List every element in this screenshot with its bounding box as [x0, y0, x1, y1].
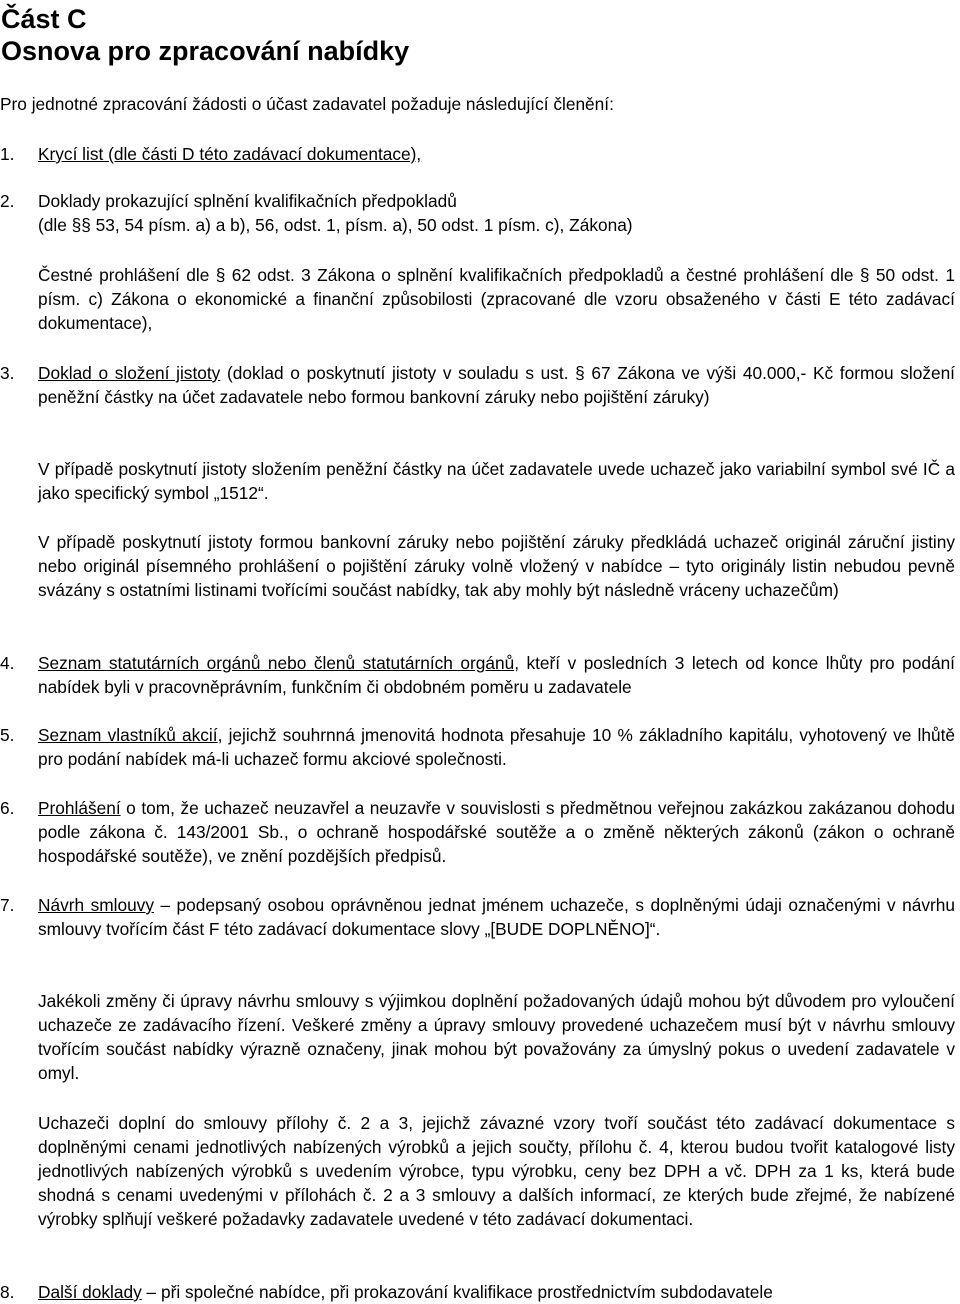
- item-8-link[interactable]: Další doklady: [38, 1282, 142, 1302]
- item-8-number: 8.: [0, 1282, 15, 1302]
- item-3-paragraph-3: V případě poskytnutí jistoty formou bankovní záruky nebo pojištění záruky předkládá uchazeč originál záruční jistiny nebo originál písemného prohlášení o pojištění záruky volně vložený v nabídce – tyto originály listin nebudou pevně svázány s ostatními listinami tvořícími součást nabídky, tak aby mohly být následně vráceny uchazečům): [38, 532, 955, 600]
- item-5-number: 5.: [0, 725, 15, 745]
- item-2-law-ref: (dle §§ 53, 54 písm. a) a b), 56, odst. 1, písm. a), 50 odst. 1 písm. c), Zákona): [38, 215, 633, 235]
- item-6-text: [38, 796, 955, 868]
- item-7-paragraph-2: Jakékoli změny či úpravy návrhu smlouvy s výjimkou doplnění požadovaných údajů mohou být důvodem pro vyloučení uchazeče ze zadávacího řízení. Veškeré změny a úpravy smlouvy provedené uchazečem musí být v návrhu smlouvy tvořícím součást nabídky výrazně označeny, jinak mohou být považovány za úmyslný pokus o uvedení zadavatele v omyl.: [38, 991, 955, 1083]
- item-3-number: 3.: [0, 363, 15, 383]
- item-2-declaration: Čestné prohlášení dle § 62 odst. 3 Zákona o splnění kvalifikačních předpokladů a čestné prohlášení dle § 50 odst. 1 písm. c) Zákona o ekonomické a finanční způsobilosti (zpracované dle vzoru obsaženého v části E této zadávací dokumentace),: [38, 265, 955, 333]
- item-3-text: [38, 361, 955, 409]
- item-6-number: 6.: [0, 798, 15, 818]
- item-7-rest: – podepsaný osobou oprávněnou jednat jménem uchazeče, s doplněnými údaji označenými v návrhu smlouvy tvořícím část F této zadávací dokumentace slovy „[BUDE DOPLNĚNO]“.: [38, 895, 955, 939]
- item-7-paragraph-3: Uchazeči doplní do smlouvy přílohy č. 2 a 3, jejichž závazné vzory tvoří součást této zadávací dokumentace s doplněnými cenami jednotlivých nabízených výrobků a jejich součty, přílohu č. 4, kterou budou tvořit katalogové listy jednotlivých nabízených výrobků s uvedením výrobce, typu výrobku, ceny bez DPH a vč. DPH za 1 ks, která bude shodná s cenami uvedenými v přílohách č. 2 a 3 smlouvy a dalších informací, ze kterých bude zřejmé, že nabízené výrobky splňují veškeré požadavky zadavatele uvedené v této zadávací dokumentaci.: [38, 1113, 955, 1229]
- item-4-number: 4.: [0, 653, 15, 673]
- intro-paragraph: Pro jednotné zpracování žádosti o účast zadavatel požaduje následující členění:: [0, 94, 614, 114]
- item-3-rest: (doklad o poskytnutí jistoty v souladu s ust. § 67 Zákona ve výši 40.000,- Kč formou složení peněžní částky na účet zadavatele nebo formou bankovní záruky nebo pojištění záruky): [38, 363, 955, 407]
- item-7-text: [38, 893, 955, 941]
- part-heading: Část C: [1, 4, 87, 34]
- item-7-link[interactable]: Návrh smlouvy: [38, 895, 154, 915]
- item-5-link[interactable]: Seznam vlastníků akcií: [38, 725, 218, 745]
- page-title: Osnova pro zpracování nabídky: [1, 36, 410, 66]
- item-7-number: 7.: [0, 895, 15, 915]
- item-4-rest: , kteří v posledních 3 letech od konce lhůty pro podání nabídek byli v pracovněprávním, funkčním či obdobném poměru u zadavatele: [38, 653, 955, 697]
- item-4-text: [38, 651, 955, 699]
- item-3-link[interactable]: Doklad o složení jistoty: [38, 363, 221, 383]
- item-4-link[interactable]: Seznam statutárních orgánů nebo členů statutárních orgánů: [38, 653, 515, 673]
- item-8-rest: – při společné nabídce, při prokazování kvalifikace prostřednictvím subdodavatele: [141, 1282, 773, 1302]
- item-6-link[interactable]: Prohlášení: [38, 798, 121, 818]
- item-5-rest: , jejichž souhrnná jmenovitá hodnota přesahuje 10 % základního kapitálu, vyhotovený ve lhůtě pro podání nabídek má-li uchazeč formu akciové společnosti.: [38, 725, 956, 769]
- item-5-text: [38, 723, 955, 771]
- item-3-paragraph-2: V případě poskytnutí jistoty složením peněžní částky na účet zadavatele uvede uchazeč jako variabilní symbol své IČ a jako specifický symbol „1512“.: [38, 459, 955, 503]
- item-2-number: 2.: [0, 191, 15, 211]
- item-6-rest: o tom, že uchazeč neuzavřel a neuzavře v souvislosti s předmětnou veřejnou zakázkou zakázanou dohodu podle zákona č. 143/2001 Sb., o ochraně hospodářské soutěže a o změně některých zákonů (zákon o ochraně hospodářské soutěže), ve znění pozdějších předpisů.: [38, 798, 955, 866]
- item-8-text: [38, 1280, 955, 1304]
- item-1-number: 1.: [0, 144, 15, 164]
- item-1-text: [38, 142, 955, 166]
- item-2-heading: Doklady prokazující splnění kvalifikačních předpokladů: [38, 191, 457, 211]
- item-1-link[interactable]: Krycí list (dle části D této zadávací dokumentace),: [38, 144, 422, 164]
- title-block: [1, 3, 409, 67]
